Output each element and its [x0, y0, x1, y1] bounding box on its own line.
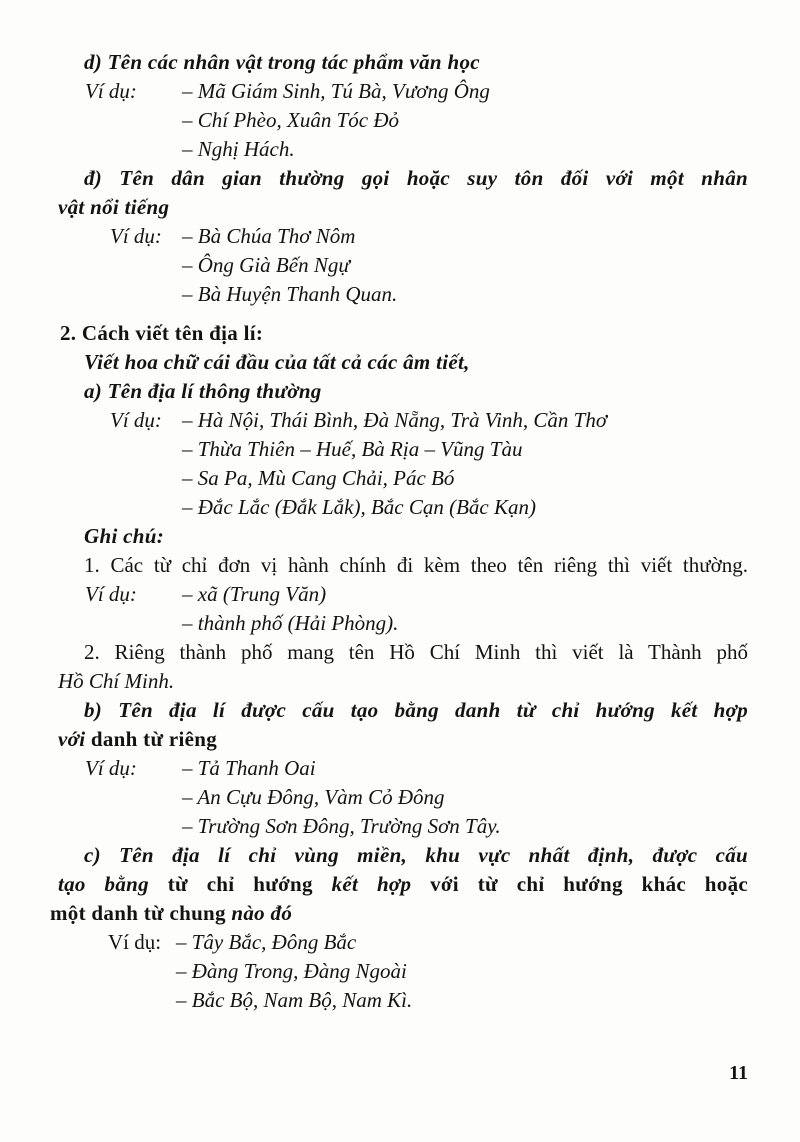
example-item: – Tả Thanh Oai	[182, 756, 316, 780]
example-item: – Đắc Lắc (Đắk Lắk), Bắc Cạn (Bắc Kạn)	[182, 495, 537, 519]
example-item: – Thừa Thiên – Huế, Bà Rịa – Vũng Tàu	[182, 437, 523, 461]
example-item: – Chí Phèo, Xuân Tóc Đỏ	[182, 108, 399, 132]
note-example-row	[0, 580, 800, 609]
example-item: – Ông Già Bến Ngự	[182, 253, 350, 277]
page-content	[0, 48, 800, 1015]
example-item: – Bắc Bộ, Nam Bộ, Nam Kì.	[176, 988, 413, 1012]
example-label: Ví dụ:	[110, 408, 162, 432]
note-2-line2: Hồ Chí Minh.	[58, 669, 175, 693]
example-label: Ví dụ:	[108, 930, 162, 954]
section-dd-example-row	[0, 222, 800, 251]
heading-segment-italic: với	[58, 727, 91, 751]
section-c-heading-line1: c) Tên địa lí chỉ vùng miền, khu vực nhất định, được cấu	[84, 843, 748, 867]
example-item: – Bà Huyện Thanh Quan.	[182, 282, 398, 306]
example-item: – Trường Sơn Đông, Trường Sơn Tây.	[182, 814, 501, 838]
example-item: – thành phố (Hải Phòng).	[182, 611, 399, 635]
heading-segment-italic: tạo bằng	[58, 872, 168, 896]
section-c-example-row	[0, 928, 800, 957]
section-dd-heading-line1: đ) Tên dân gian thường gọi hoặc suy tôn đối với một nhân	[84, 166, 748, 190]
note-1: 1. Các từ chỉ đơn vị hành chính đi kèm theo tên riêng thì viết thường.	[84, 553, 748, 577]
heading-segment-roman: từ chỉ hướng	[167, 872, 332, 896]
example-label: Ví dụ:	[110, 224, 162, 248]
example-label: Ví dụ:	[85, 582, 137, 606]
example-item: – Sa Pa, Mù Cang Chải, Pác Bó	[182, 466, 455, 490]
section-d-example-row	[0, 77, 800, 106]
section-dd-heading-line2: vật nổi tiếng	[58, 195, 170, 219]
example-item: – Mã Giám Sinh, Tú Bà, Vương Ông	[182, 79, 490, 103]
example-item: – Bà Chúa Thơ Nôm	[182, 224, 356, 248]
page-number: 11	[729, 1062, 748, 1084]
example-label: Ví dụ:	[85, 756, 137, 780]
section-b-heading-line2	[58, 725, 800, 754]
heading-segment-italic: kết hợp	[331, 872, 431, 896]
example-item: – Nghị Hách.	[182, 137, 295, 161]
section-d-heading: d) Tên các nhân vật trong tác phẩm văn học	[84, 50, 480, 74]
section-c-heading-line2	[58, 870, 748, 899]
section-2-rule: Viết hoa chữ cái đầu của tất cả các âm tiết,	[84, 350, 470, 374]
section-a-heading: a) Tên địa lí thông thường	[84, 379, 322, 403]
section-a-example-row	[0, 406, 800, 435]
example-item: – An Cựu Đông, Vàm Cỏ Đông	[182, 785, 445, 809]
section-c-heading-line3	[50, 899, 800, 928]
section-b-example-row	[0, 754, 800, 783]
note-heading: Ghi chú:	[84, 524, 165, 548]
note-2-line1: 2. Riêng thành phố mang tên Hồ Chí Minh thì viết là Thành phố	[84, 640, 748, 664]
heading-segment-roman: một danh từ chung	[50, 901, 232, 925]
section-2-heading: 2. Cách viết tên địa lí:	[60, 321, 264, 345]
example-item: – xã (Trung Văn)	[182, 582, 327, 606]
example-item: – Đàng Trong, Đàng Ngoài	[176, 959, 407, 983]
example-label: Ví dụ:	[85, 79, 137, 103]
example-item: – Tây Bắc, Đông Bắc	[176, 930, 357, 954]
example-item: – Hà Nội, Thái Bình, Đà Nẵng, Trà Vinh, Cần Thơ	[182, 408, 608, 432]
heading-segment-italic: nào đó	[231, 901, 293, 925]
section-b-heading-line1: b) Tên địa lí được cấu tạo bằng danh từ chỉ hướng kết hợp	[84, 698, 748, 722]
heading-segment-roman: danh từ riêng	[90, 727, 218, 751]
heading-segment-roman: với từ chỉ hướng khác hoặc	[430, 872, 748, 896]
